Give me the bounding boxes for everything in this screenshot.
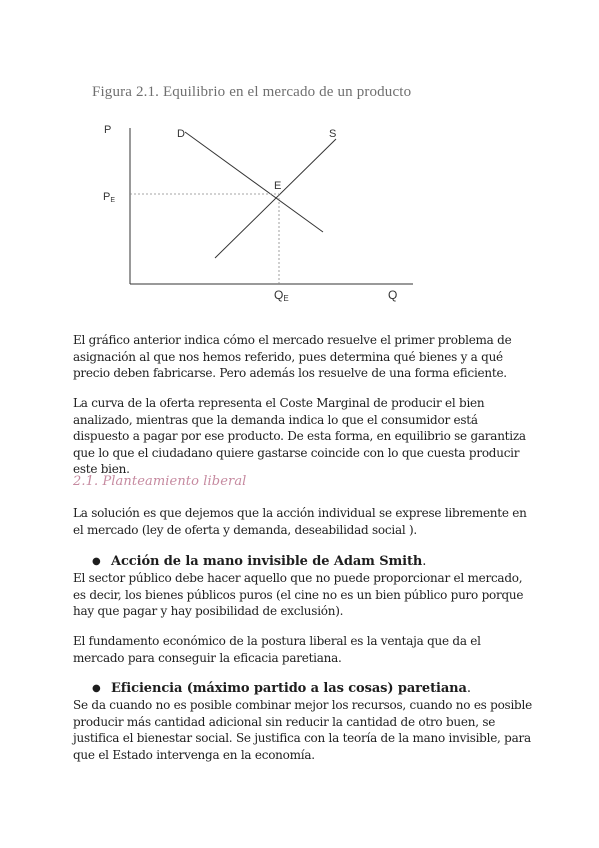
paragraph-pareto-efficiency bbox=[73, 697, 533, 763]
paragraph-text: Se da cuando no es posible combinar mejor los recursos, cuando no es posible producir más cantidad adicional sin reducir la cantidad de otro buen, se justifica el bienestar social. Se justifica con la teoría de la mano invisible, para que el Estado intervenga en la economía. bbox=[73, 698, 532, 762]
section-heading: 2.1. Planteamiento liberal bbox=[73, 474, 247, 489]
paragraph-text: El fundamento económico de la postura liberal es la ventaja que da el mercado para conseguir la eficacia paretiana. bbox=[73, 634, 481, 665]
supply-demand-diagram bbox=[96, 112, 426, 312]
demand-curve bbox=[185, 132, 323, 232]
paragraph-text: La solución es que dejemos que la acción individual se exprese libremente en el mercado (ley de oferta y demanda, deseabilidad social ). bbox=[73, 506, 527, 537]
price-equilibrium-label: PE bbox=[103, 191, 116, 204]
paragraph-text: La curva de la oferta representa el Coste Marginal de producir el bien analizado, mientras que la demanda indica lo que el consumidor está dispuesto a pagar por ese producto. De esta forma, en equilibrio se garantiza que lo que el ciudadano quiere gastarse coincide con lo que cuesta producir este bien. bbox=[73, 396, 526, 477]
paragraph-liberal-intro bbox=[73, 505, 533, 538]
paragraph-market-allocation bbox=[73, 332, 533, 382]
paragraph-public-sector bbox=[73, 570, 533, 620]
bullet-icon: ● bbox=[92, 683, 101, 694]
paragraph-text: El gráfico anterior indica cómo el mercado resuelve el primer problema de asignación al que nos hemos referido, pues determina qué bienes y a qué precio deben fabricarse. Pero además los resuelve de una forma eficiente. bbox=[73, 333, 512, 381]
paragraph-supply-demand bbox=[73, 395, 533, 478]
paragraph-liberal-foundation bbox=[73, 633, 533, 666]
x-axis-label: Q bbox=[388, 288, 398, 302]
demand-label: D bbox=[177, 128, 185, 140]
bullet-heading-invisible-hand bbox=[92, 554, 426, 569]
quantity-equilibrium-label: QE bbox=[274, 288, 289, 303]
figure-title: Figura 2.1. Equilibrio en el mercado de un producto bbox=[92, 84, 412, 100]
supply-curve bbox=[215, 139, 336, 258]
supply-label: S bbox=[329, 128, 337, 140]
bullet-heading-pareto bbox=[92, 681, 471, 696]
y-axis-label: P bbox=[104, 124, 112, 136]
bullet-title-period: . bbox=[422, 554, 427, 569]
bullet-title: Acción de la mano invisible de Adam Smith bbox=[111, 554, 423, 569]
bullet-title-period: . bbox=[466, 681, 471, 696]
equilibrium-label: E bbox=[274, 180, 282, 192]
paragraph-text: El sector público debe hacer aquello que no puede proporcionar el mercado, es decir, los bienes públicos puros (el cine no es un bien público puro porque hay que pagar y hay posibilidad de exclusión). bbox=[73, 571, 524, 619]
bullet-icon: ● bbox=[92, 556, 101, 567]
bullet-title: Eficiencia (máximo partido a las cosas) paretiana bbox=[111, 681, 467, 696]
